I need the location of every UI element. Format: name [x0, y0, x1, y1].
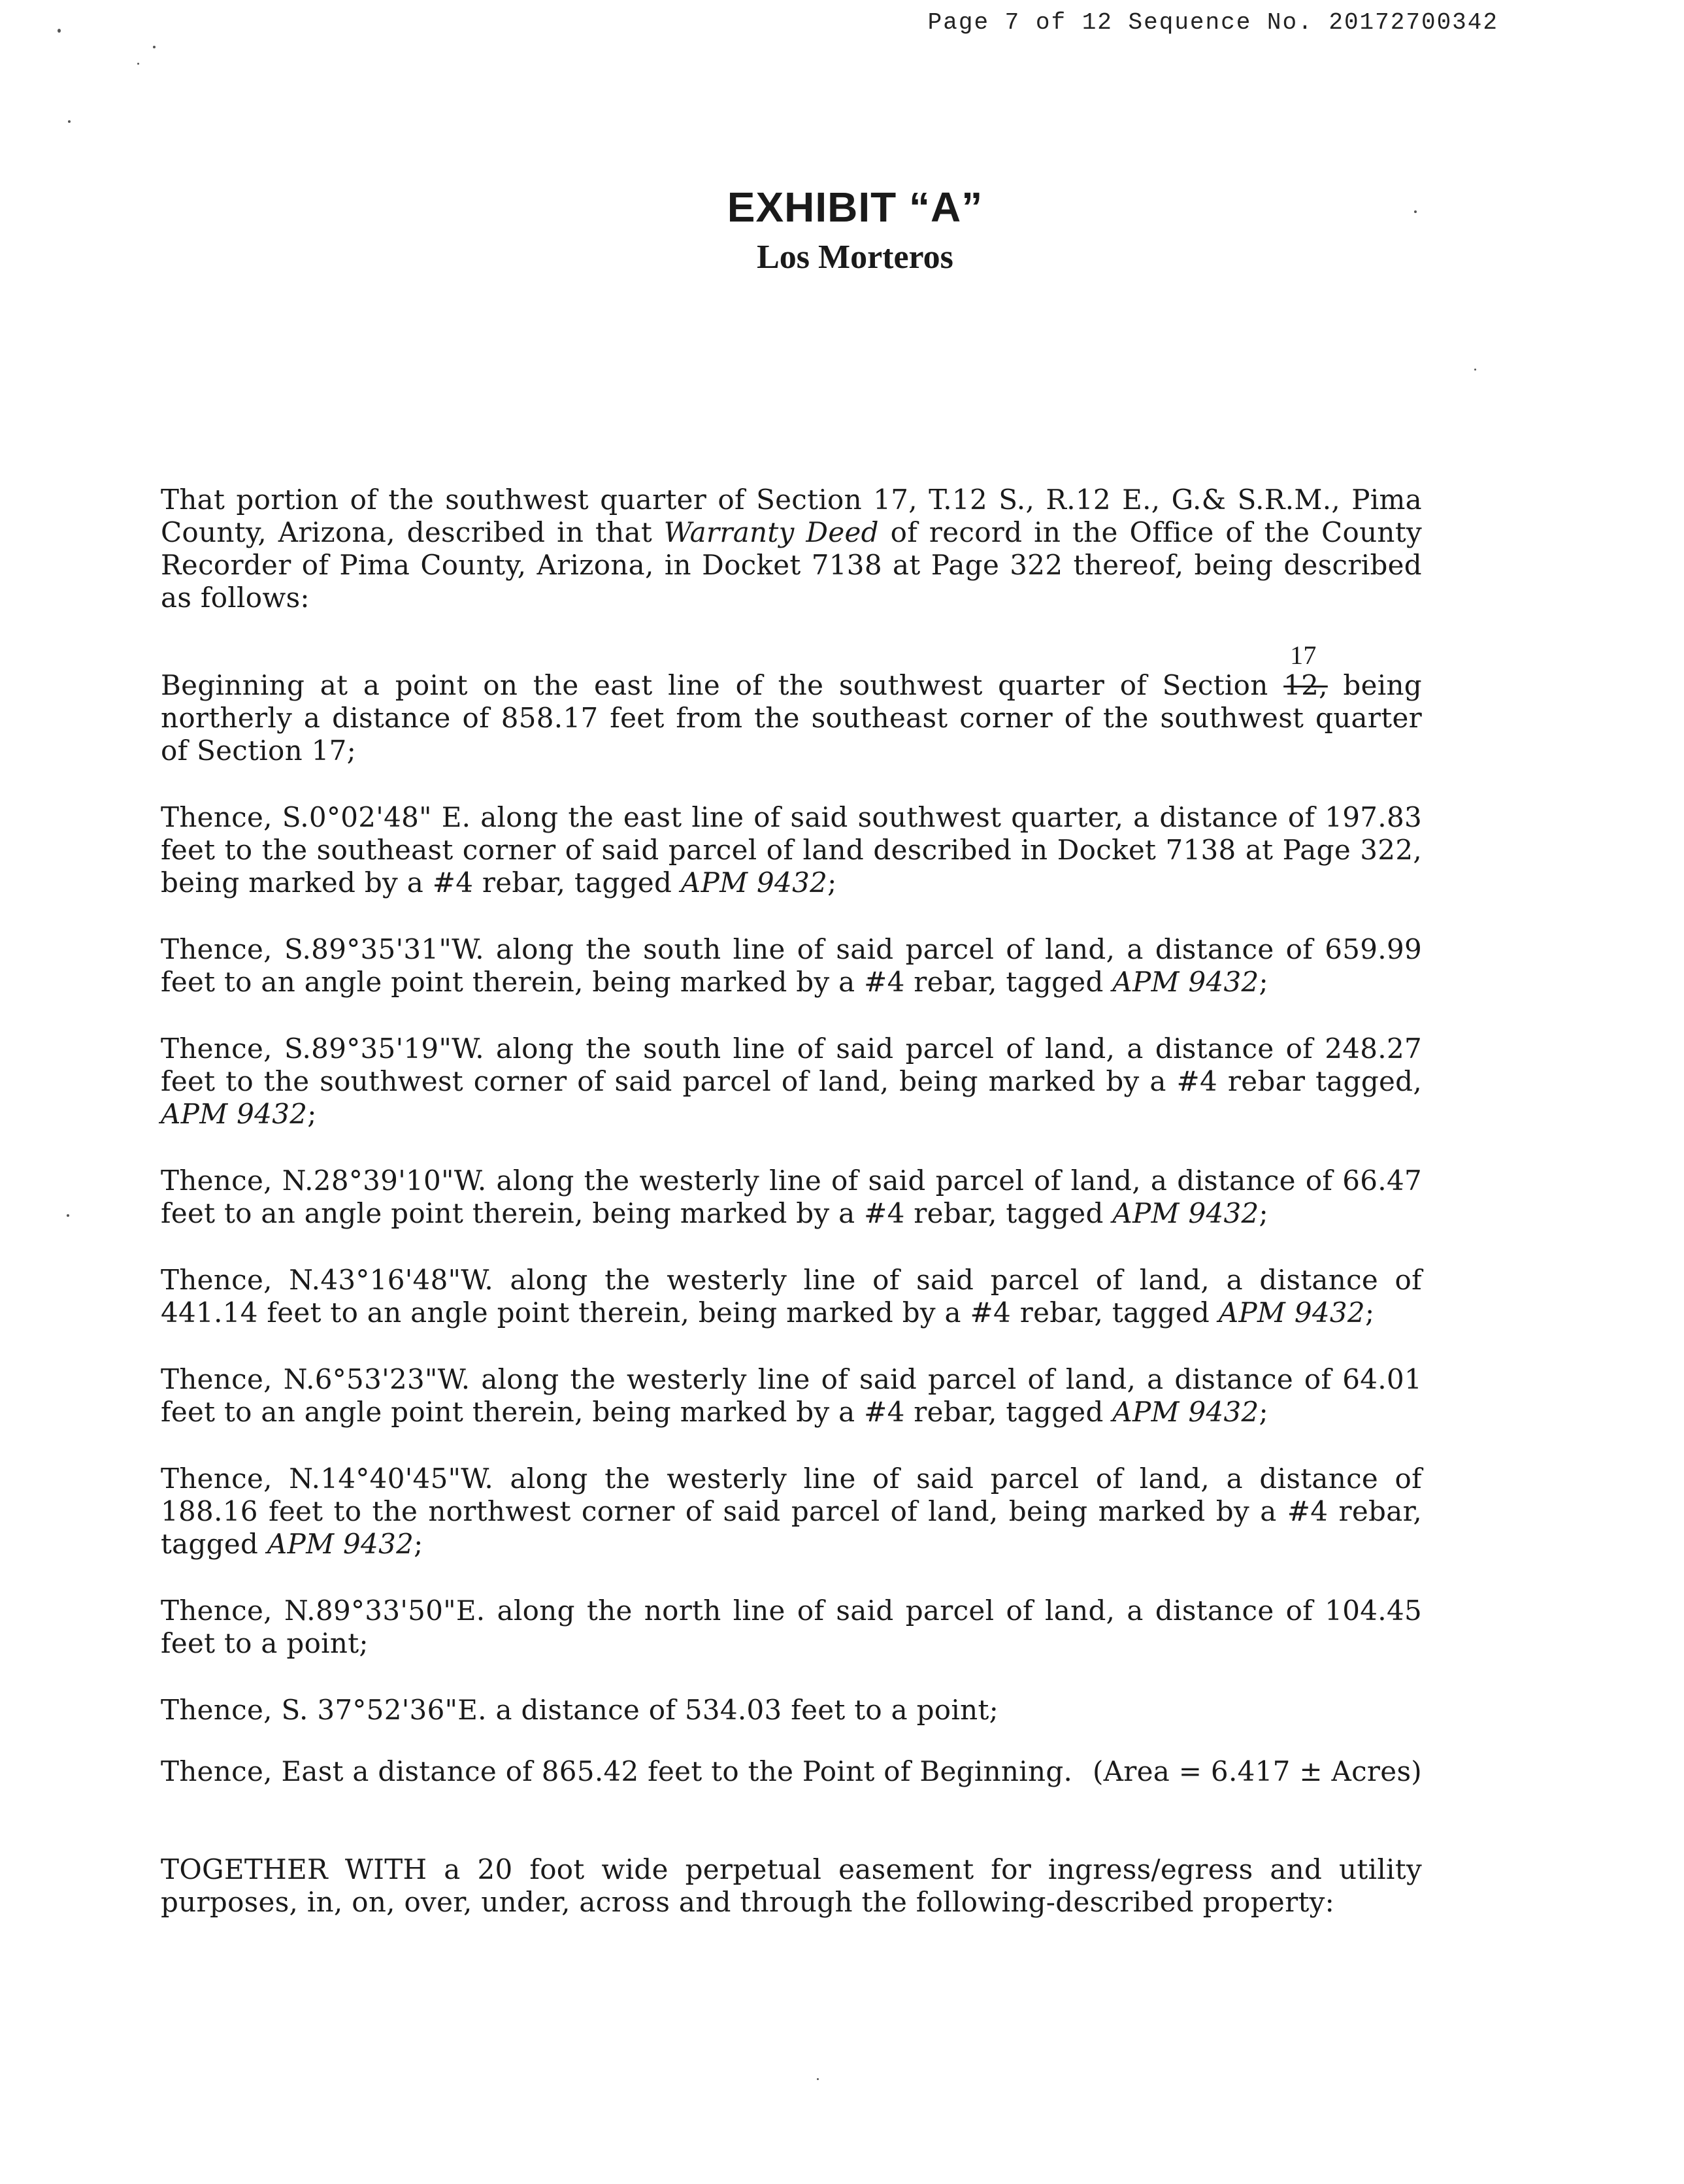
legal-description	[161, 484, 1422, 1953]
course-paragraph-5	[161, 1264, 1422, 1329]
course-paragraph-6	[161, 1363, 1422, 1429]
course-text: Thence, S.0°02'48" E. along the east line of said southwest quarter, a distance of 197.83 feet to the southeast corner of said parcel of land described in Docket 7138 at Page 322, being marked by a #4 rebar, tagged	[161, 801, 1422, 899]
struck-section-number: 12,	[1283, 669, 1328, 701]
scan-speck	[1474, 369, 1476, 371]
scan-speck	[68, 120, 71, 123]
scan-speck	[817, 2078, 819, 2080]
intro-paragraph	[161, 484, 1422, 614]
exhibit-subtitle: Los Morteros	[757, 239, 953, 276]
scan-speck	[67, 1214, 69, 1217]
course-text: Thence, S.89°35'31"W. along the south line of said parcel of land, a distance of 659.99 feet to an angle point therein, being marked by a #4 rebar, tagged	[161, 933, 1422, 998]
course-end: ;	[827, 867, 837, 899]
course-text: Thence, S. 37°52'36"E. a distance of 534.03 feet to a point;	[161, 1694, 999, 1726]
course-text: Thence, N.28°39'10"W. along the westerly line of said parcel of land, a distance of 66.47 feet to an angle point therein, being marked by a #4 rebar, tagged	[161, 1165, 1422, 1229]
beginning-text-before: Beginning at a point on the east line of the southwest quarter of Section	[161, 669, 1284, 701]
scan-speck	[1414, 210, 1417, 213]
scan-speck	[58, 29, 61, 33]
course-text: Thence, S.89°35'19"W. along the south line of said parcel of land, a distance of 248.27 feet to the southwest corner of said parcel of land, being marked by a #4 rebar tagged,	[161, 1033, 1422, 1097]
course-end: ;	[1364, 1297, 1375, 1329]
beginning-text-after: being northerly a distance of 858.17 feet from the southeast corner of the southwest quarter of Section 17;	[161, 669, 1422, 767]
intro-text-before: That portion of the southwest quarter of Section 17, T.12 S., R.12 E., G.& S.R.M., Pima County, Arizona, described in that	[161, 484, 1422, 548]
course-paragraph-10	[161, 1755, 1422, 1788]
course-end: ;	[1259, 1197, 1268, 1229]
scan-speck	[137, 63, 139, 65]
handwritten-section-number: 17	[1290, 640, 1317, 670]
course-paragraph-4	[161, 1165, 1422, 1230]
course-end: ;	[1259, 966, 1268, 998]
rebar-tag: APM 9432	[1112, 1396, 1259, 1428]
course-paragraph-9	[161, 1694, 1422, 1727]
title-block	[0, 183, 1684, 276]
course-paragraph-1	[161, 801, 1422, 899]
warranty-deed-term: Warranty Deed	[663, 516, 879, 548]
course-end: ;	[1259, 1396, 1268, 1428]
course-end: ;	[414, 1528, 423, 1560]
course-end: ;	[307, 1098, 317, 1130]
course-paragraph-3	[161, 1033, 1422, 1131]
course-paragraph-8	[161, 1595, 1422, 1660]
easement-text: TOGETHER WITH a 20 foot wide perpetual easement for ingress/egress and utility purposes, in, on, over, under, across and through the following-described property:	[161, 1853, 1422, 1918]
course-text: Thence, N.43°16'48"W. along the westerly line of said parcel of land, a distance of 441.14 feet to an angle point therein, being marked by a #4 rebar, tagged	[161, 1264, 1422, 1329]
rebar-tag: APM 9432	[1112, 966, 1259, 998]
easement-paragraph	[161, 1853, 1422, 1919]
course-text: Thence, N.6°53'23"W. along the westerly line of said parcel of land, a distance of 64.01 feet to an angle point therein, being marked by a #4 rebar, tagged	[161, 1363, 1422, 1428]
rebar-tag: APM 9432	[680, 867, 828, 899]
page-sequence-header: Page 7 of 12 Sequence No. 20172700342	[927, 9, 1498, 36]
area-note: (Area = 6.417 ± Acres)	[1092, 1755, 1422, 1787]
course-text: Thence, N.14°40'45"W. along the westerly line of said parcel of land, a distance of 188.16 feet to the northwest corner of said parcel of land, being marked by a #4 rebar, tagged	[161, 1463, 1422, 1560]
scan-speck	[153, 46, 156, 48]
exhibit-title: EXHIBIT “A”	[727, 184, 983, 231]
rebar-tag: APM 9432	[1218, 1297, 1365, 1329]
beginning-paragraph	[161, 640, 1422, 767]
rebar-tag: APM 9432	[1112, 1197, 1259, 1229]
rebar-tag: APM 9432	[267, 1528, 414, 1560]
course-paragraph-7	[161, 1463, 1422, 1561]
course-text: Thence, N.89°33'50"E. along the north line of said parcel of land, a distance of 104.45 feet to a point;	[161, 1595, 1422, 1659]
rebar-tag: APM 9432	[161, 1098, 308, 1130]
course-paragraph-2	[161, 933, 1422, 999]
intro-text-after: of record in the Office of the County Recorder of Pima County, Arizona, in Docket 7138 at Page 322 thereof, being described as follows:	[161, 516, 1422, 614]
section-correction	[1283, 640, 1328, 702]
course-text: Thence, East a distance of 865.42 feet to the Point of Beginning.	[161, 1755, 1073, 1787]
